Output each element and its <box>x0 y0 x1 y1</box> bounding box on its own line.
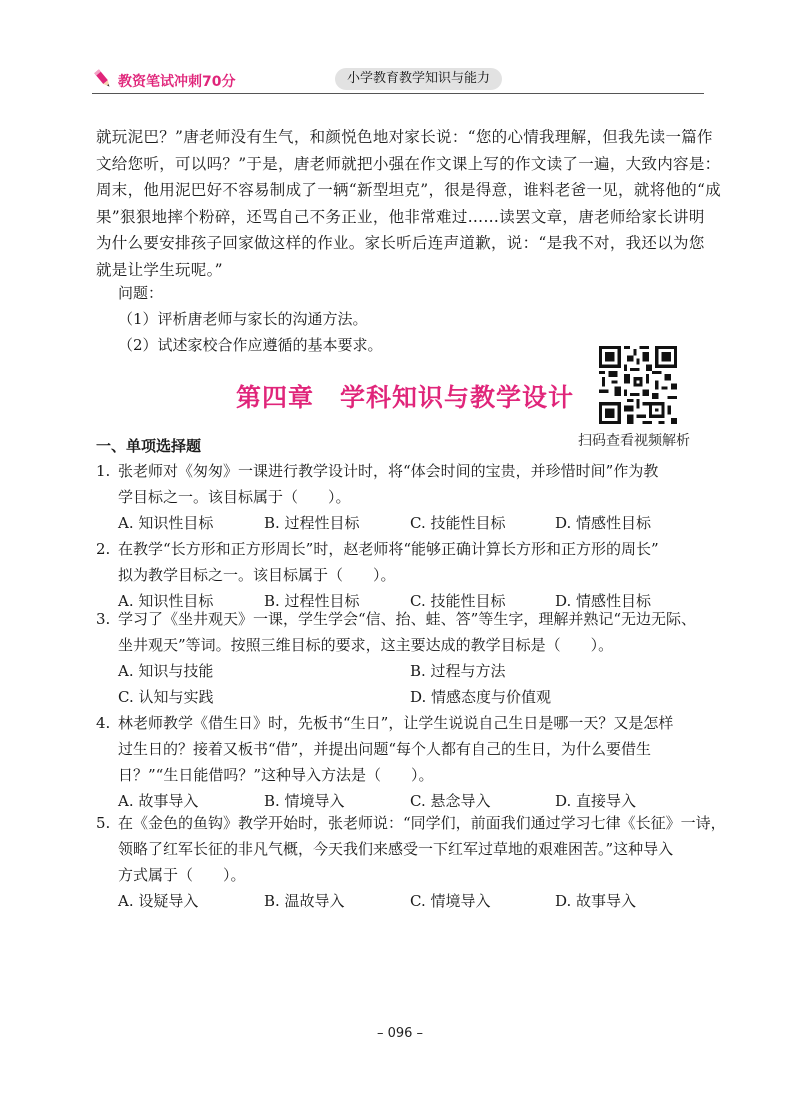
question-number: 3. <box>96 610 111 628</box>
option-c[interactable]: C. 悬念导入 <box>410 792 491 810</box>
option-b[interactable]: B. 过程性目标 <box>264 514 360 532</box>
option-a[interactable]: A. 知识性目标 <box>118 592 214 610</box>
option-b[interactable]: B. 过程性目标 <box>264 592 360 610</box>
question-stem <box>118 458 706 510</box>
stem-line: 领略了红军长征的非凡气概，今天我们来感受一下红军过草地的艰难困苦。”这种导入 <box>118 840 674 858</box>
header-divider <box>92 93 704 94</box>
passage-line: 为什么要安排孩子回家做这样的作业。家长听后连声道歉，说：“是我不对，我还以为您 <box>96 234 705 252</box>
option-a[interactable]: A. 知识与技能 <box>118 662 214 680</box>
answer-options <box>118 510 706 536</box>
stem-line: 过生日的？接着又板书“借”，并提出问题“每个人都有自己的生日，为什么要借生 <box>118 740 652 758</box>
option-d[interactable]: D. 情感性目标 <box>555 592 652 610</box>
question-number: 4. <box>96 714 111 732</box>
stem-line: 方式属于（ ）。 <box>118 866 246 884</box>
option-d[interactable]: D. 直接导入 <box>555 792 637 810</box>
option-a[interactable]: A. 设疑导入 <box>118 892 199 910</box>
stem-line: 日？”“生日能借吗？”这种导入方法是（ ）。 <box>118 766 434 784</box>
chapter-title: 第四章 学科知识与教学设计 <box>236 383 575 412</box>
question-stem <box>118 536 706 588</box>
stem-line: 学目标之一。该目标属于（ ）。 <box>118 488 351 506</box>
qr-caption: 扫码查看视频解析 <box>578 433 690 449</box>
answer-options <box>118 684 706 710</box>
question-number: 2. <box>96 540 111 558</box>
stem-line: 拟为教学目标之一。该目标属于（ ）。 <box>118 566 396 584</box>
answer-options <box>118 658 706 684</box>
page-header <box>92 66 704 94</box>
page-number: – 096 – <box>376 1026 424 1041</box>
question-stem <box>118 606 706 658</box>
option-c[interactable]: C. 技能性目标 <box>410 514 506 532</box>
option-d[interactable]: D. 情感态度与价值观 <box>410 688 552 706</box>
question-item: （1）评析唐老师与家长的沟通方法。 <box>118 310 368 328</box>
option-a[interactable]: A. 知识性目标 <box>118 514 214 532</box>
option-b[interactable]: B. 过程与方法 <box>410 662 506 680</box>
book-title: 小学教育教学知识与能力 <box>335 68 502 90</box>
stem-line: 在教学“长方形和正方形周长”时，赵老师将“能够正确计算长方形和正方形的周长” <box>118 540 659 558</box>
passage-line: 就玩泥巴？”唐老师没有生气，和颜悦色地对家长说：“您的心情我理解，但我先读一篇作 <box>96 128 713 146</box>
question-2 <box>96 536 706 614</box>
pencil-icon <box>92 68 114 90</box>
question-stem <box>118 710 706 788</box>
option-d[interactable]: D. 情感性目标 <box>555 514 652 532</box>
option-b[interactable]: B. 温故导入 <box>264 892 345 910</box>
case-passage <box>96 124 722 283</box>
question-number: 1. <box>96 462 111 480</box>
question-3 <box>96 606 706 710</box>
option-d[interactable]: D. 故事导入 <box>555 892 637 910</box>
option-b[interactable]: B. 情境导入 <box>264 792 345 810</box>
option-c[interactable]: C. 情境导入 <box>410 892 491 910</box>
passage-line: 就是让学生玩呢。” <box>96 260 223 279</box>
stem-line: 在《金色的鱼钩》教学开始时，张老师说：“同学们，前面我们通过学习七律《长征》一诗， <box>118 814 726 832</box>
question-number: 5. <box>96 814 111 832</box>
question-1 <box>96 458 706 536</box>
qr-code-icon[interactable] <box>599 346 677 424</box>
question-5 <box>96 810 726 914</box>
option-a[interactable]: A. 故事导入 <box>118 792 199 810</box>
stem-line: 学习了《坐井观天》一课，学生学会“信、抬、蛙、答”等生字，理解并熟记“无边无际、 <box>118 610 697 628</box>
question-item: （2）试述家校合作应遵循的基本要求。 <box>118 336 383 354</box>
passage-line: 果”狠狠地摔个粉碎，还骂自己不务正业，他非常难过……读罢文章，唐老师给家长讲明 <box>96 207 705 226</box>
passage-line: 周末，他用泥巴好不容易制成了一辆“新型坦克”，很是得意，谁料老爸一见，就将他的“成 <box>96 181 722 199</box>
stem-line: 林老师教学《借生日》时，先板书“生日”，让学生说说自己生日是哪一天？又是怎样 <box>118 714 674 732</box>
section-title: 一、单项选择题 <box>96 437 202 455</box>
option-c[interactable]: C. 认知与实践 <box>118 688 214 706</box>
passage-line: 文给您听，可以吗？”于是，唐老师就把小强在作文课上写的作文读了一遍，大致内容是： <box>96 154 721 173</box>
answer-options <box>118 888 706 914</box>
question-4 <box>96 710 706 814</box>
option-c[interactable]: C. 技能性目标 <box>410 592 506 610</box>
stem-line: 张老师对《匆匆》一课进行教学设计时，将“体会时间的宝贵，并珍惜时间”作为教 <box>118 462 659 480</box>
questions-heading: 问题： <box>118 284 164 302</box>
stem-line: 坐井观天”等词。按照三维目标的要求，这主要达成的教学目标是（ ）。 <box>118 636 614 654</box>
question-stem <box>118 810 726 888</box>
series-title: 教资笔试冲刺70分 <box>118 74 236 90</box>
